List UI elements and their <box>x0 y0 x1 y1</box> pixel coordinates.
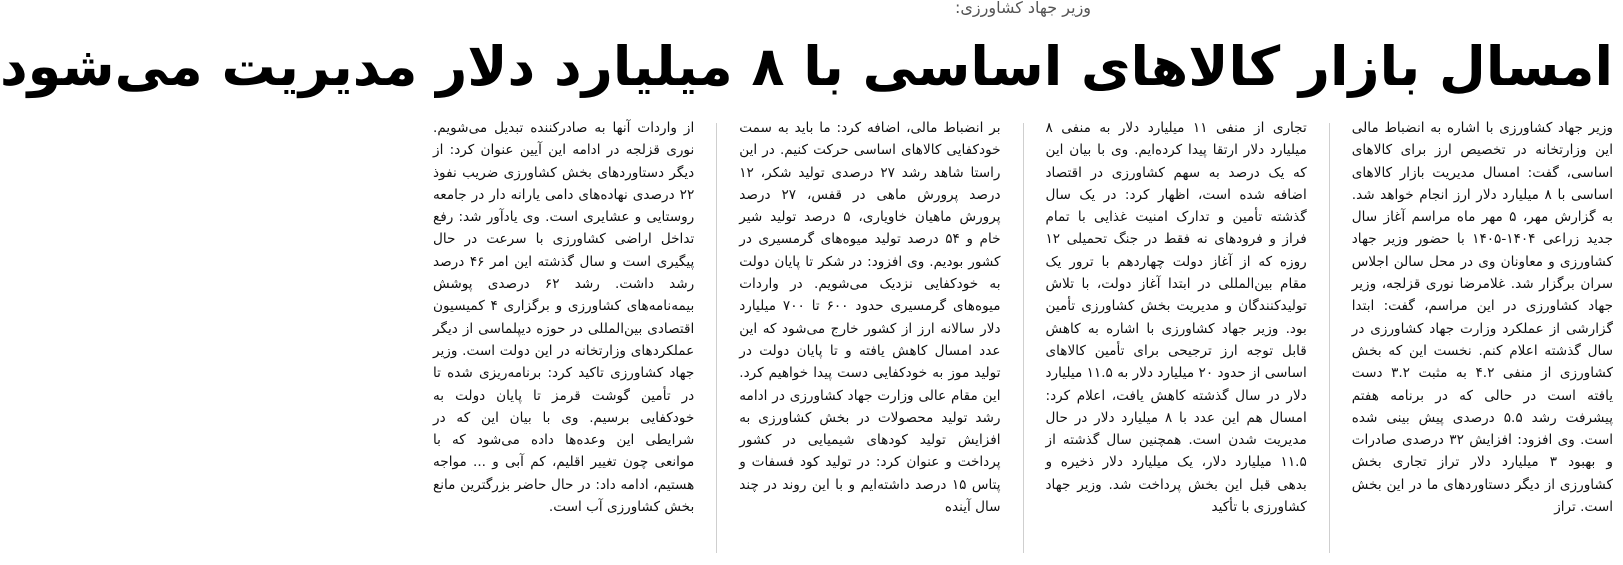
article-body <box>433 117 1613 563</box>
column-divider <box>1329 123 1330 553</box>
column-3 <box>739 117 1000 563</box>
kicker: وزیر جهاد کشاورزی: <box>954 0 1092 17</box>
column-text: از واردات آنها به صادرکننده تبدیل می‌شویم. نوری قزلجه در ادامه این آیین عنوان کرد: از دیگر دستاوردهای بخش کشاورزی ضریب نفوذ ۲۲ درصدی نهاده‌های دامی یارانه دار در جامعه روستایی و عشایری است. وی یادآور شد: رفع تداخل اراضی کشاورزی با سرعت در حال پیگیری است و سال گذشته این امر ۴۶ درصد رشد داشت. رشد ۶۲ درصدی پوشش بیمه‌نامه‌های کشاورزی و برگزاری ۴ کمیسیون اقتصادی بین‌المللی در حوزه دیپلماسی از دیگر عملکردهای وزارتخانه در این دولت است. وزیر جهاد کشاورزی تاکید کرد: برنامه‌ریزی شده تا در تأمین گوشت قرمز تا پایان دولت به خودکفایی برسیم. وی با بیان این که در شرایطی این وعده‌ها داده می‌شود که با موانعی چون تغییر اقلیم، کم آبی و ... مواجه هستیم، ادامه داد: در حال حاضر بزرگترین مانع بخش کشاورزی آب است. <box>433 120 695 516</box>
column-2 <box>1046 117 1307 563</box>
column-text: تجاری از منفی ۱۱ میلیارد دلار به منفی ۸ میلیارد دلار ارتقا پیدا کرده‌ایم. وی با بیان این که یک درصد به سهم کشاورزی در اقتصاد اضافه شده است، اظهار کرد: در یک سال گذشته تأمین و تدارک امنیت غذایی با تمام فراز و فرودهای نه فقط در جنگ تحمیلی ۱۲ روزه که از آغاز دولت چهاردهم با ترور یک مقام بین‌المللی در ابتدا آغاز دولت، با تلاش تولیدکنندگان و مدیریت بخش کشاورزی تأمین بود. وزیر جهاد کشاورزی با اشاره به کاهش قابل توجه ارز ترجیحی برای تأمین کالاهای اساسی از حدود ۲۰ میلیارد دلار به ۱۱.۵ میلیارد دلار در سال گذشته کاهش یافت، اعلام کرد: امسال هم این عدد با ۸ میلیارد دلار در حال مدیریت شدن است. همچنین سال گذشته از ۱۱.۵ میلیارد دلار، یک میلیارد دلار ذخیره و بدهی قبل این بخش پرداخت شد. وزیر جهاد کشاورزی با تأکید <box>1045 120 1307 516</box>
column-4 <box>433 117 694 563</box>
column-divider <box>1023 123 1024 553</box>
column-text: بر انضباط مالی، اضافه کرد: ما باید به سمت خودکفایی کالاهای اساسی حرکت کنیم. در این راستا شاهد رشد ۲۷ درصدی تولید شکر، ۱۲ درصد پرورش ماهی در قفس، ۲۷ درصد پرورش ماهیان خاویاری، ۵ درصد تولید شیر خام و ۵۴ درصد تولید میوه‌های گرمسیری در کشور بودیم. وی افزود: در شکر تا پایان دولت به خودکفایی نزدیک می‌شویم. در واردات میوه‌های گرمسیری حدود ۶۰۰ تا ۷۰۰ میلیارد دلار سالانه ارز از کشور خارج می‌شود که این عدد امسال کاهش یافته و تا پایان دولت در تولید موز به خودکفایی دست پیدا خواهیم کرد. این مقام عالی وزارت جهاد کشاورزی در ادامه رشد تولید محصولات در بخش کشاورزی به افزایش تولید کودهای شیمیایی در کشور پرداخت و عنوان کرد: در تولید کود فسفات و پتاس ۱۵ درصد داشته‌ایم و با این روند در چند سال آینده <box>739 120 1001 516</box>
headline: امسال بازار کالاهای اساسی با ۸ میلیارد دلار مدیریت می‌شود <box>0 35 1613 98</box>
column-divider <box>716 123 717 553</box>
column-text: وزیر جهاد کشاورزی با اشاره به انضباط مالی این وزارتخانه در تخصیص ارز برای کالاهای اساسی، گفت: امسال مدیریت بازار کالاهای اساسی با ۸ میلیارد دلار ارز انجام خواهد شد. به گزارش مهر، ۵ مهر ماه مراسم آغاز سال جدید زراعی ۱۴۰۴-۱۴۰۵ با حضور وزیر جهاد کشاورزی و معاونان وی در محل سالن اجلاس سران برگزار شد. غلامرضا نوری قزلجه، وزیر جهاد کشاورزی در این مراسم، گفت: ابتدا گزارشی از عملکرد وزارت جهاد کشاورزی در سال گذشته اعلام کنم. نخست این که بخش کشاورزی از منفی ۴.۲ به مثبت ۳.۲ دست یافته است در حالی که در برنامه هفتم پیشرفت رشد ۵.۵ درصدی پیش بینی شده است. وی افزود: افزایش ۳۲ درصدی صادرات و بهبود ۳ میلیارد دلار تراز تجاری بخش کشاورزی از دیگر دستاوردهای ما در این بخش است. تراز <box>1351 120 1614 516</box>
column-1 <box>1352 117 1613 563</box>
